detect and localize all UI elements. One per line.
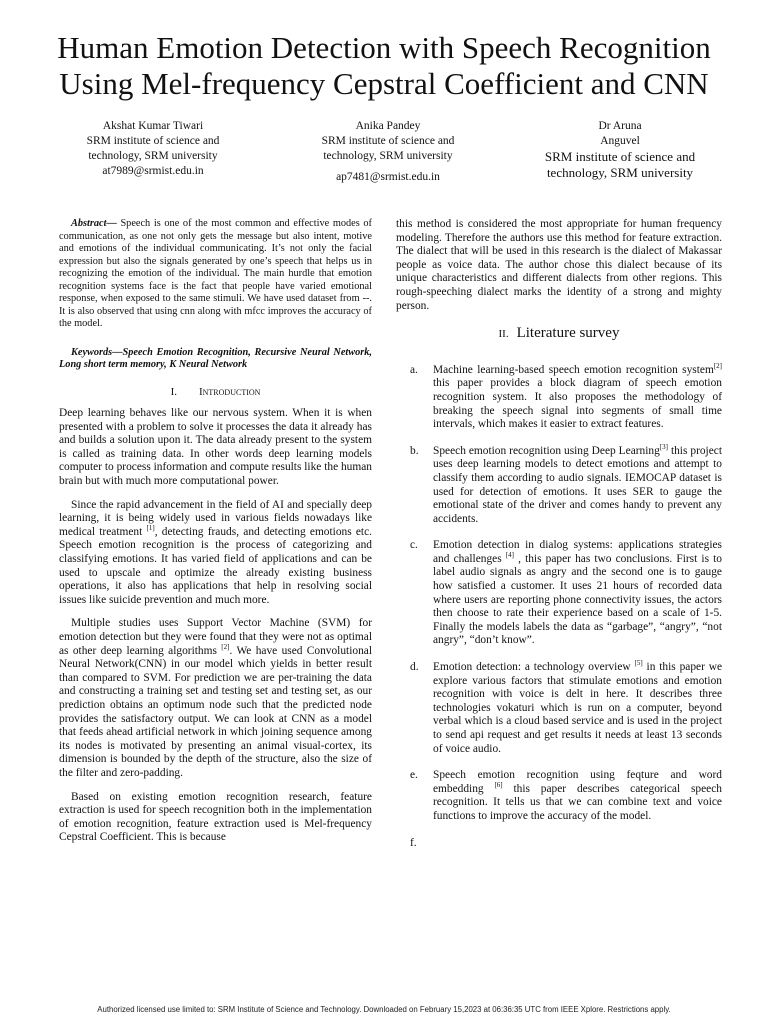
- abstract: [59, 218, 372, 331]
- citation[interactable]: [6]: [494, 780, 503, 789]
- title-line-1: Human Emotion Detection with Speech Recognition: [57, 30, 711, 65]
- author-name: Akshat Kumar Tiwari: [102, 120, 204, 132]
- citation[interactable]: [5]: [634, 659, 643, 668]
- author-affiliation: SRM institute of science and: [321, 135, 455, 147]
- license-footer: Authorized licensed use limited to: SRM Institute of Science and Technology. Downloaded on February 15,2023 at 06:36:35 UTC from IEEE Xplore. Restrictions apply.: [97, 1005, 671, 1014]
- intro-paragraph: Since the rapid advancement in the field of AI and specially deep learning, it is being widely used in various fields nowadays like medical treatment [1], detecting frauds, and detecting emotions etc. Speech emotion recognition is the process of categorizing and classifying emotions. It has varied field of applications and can be used to upscale and optimize the already existing business operations, it also has applications that help in resolving social issues like suicide prevention and much more.: [59, 498, 373, 606]
- author-block-1: [48, 119, 258, 179]
- author-block-2: [288, 119, 488, 185]
- body-paragraph: this method is considered the most appropriate for human frequency modeling. Therefore the authors use this method for feature extraction. The dialect that will be used in this research is the dialect of Makassar people as voice data. The author chose this dialect because of its unique characteristics and different dialects from other regions. This rough-speeching dialect marks the identity of a strong and mighty person.: [396, 218, 722, 312]
- author-affiliation: technology, SRM university: [323, 150, 453, 162]
- citation[interactable]: [2]: [713, 361, 722, 370]
- author-email[interactable]: ap7481@srmist.edu.in: [336, 171, 440, 183]
- intro-paragraph: Deep learning behaves like our nervous system. When it is when presented with a problem to solve it processes the data it already has and builds a solution upon it. The data already present to the system is called as training data. In other words deep learning models computer to process information and compute results like the human brain but with much more computational power.: [59, 407, 372, 488]
- author-affiliation: technology, SRM university: [88, 150, 218, 162]
- list-item: c. Emotion detection in dialog systems: applications strategies and challenges [4] , this paper has two conclusions. First is to label audio signals as angry and the second one is to gauge how satisfied a customer. It uses 21 hours of recorded data where users are reporting phone connectivity issues, the actors then choose to rate their experience based on a scale of 1-5. Finally the models labels the data as “garbage”, “angry”, “not angry”, “don’t know”.: [410, 539, 722, 647]
- author-affiliation: technology, SRM university: [546, 165, 694, 180]
- citation[interactable]: [2]: [221, 642, 230, 651]
- right-column: [396, 218, 722, 863]
- citation[interactable]: [4]: [505, 551, 514, 560]
- intro-paragraph: Based on existing emotion recognition research, feature extraction is used for speech recognition both in the implementation of emotion recognition, feature extraction used is Mel-frequency Cepstral Coefficient. This is because: [59, 790, 372, 844]
- paper-title: [0, 30, 768, 102]
- author-name: Dr Aruna: [598, 120, 642, 132]
- keywords: Keywords—Speech Emotion Recognition, Recursive Neural Network, Long short term memory, K Neural Network: [59, 346, 372, 370]
- title-line-2: Using Mel-frequency Cepstral Coefficient and CNN: [59, 66, 709, 101]
- author-name: Anika Pandey: [355, 120, 421, 132]
- citation[interactable]: [1]: [146, 524, 155, 533]
- left-column: [59, 218, 372, 855]
- author-block-3: [510, 119, 730, 181]
- list-item: b. Speech emotion recognition using Deep Learning[3] this project uses deep learning models to detect emotions and attempt to classify them according to audio signals. IEMOCAP dataset is used for detection of emotions. It uses SER to gauge the emotional state of the driver and comes handy to prevent any accidents.: [410, 442, 722, 525]
- abstract-text: Speech is one of the most common and effective modes of communication, as one not only gets the message but also intent, motive and emotions of the individual communicating. It’s not only the facial expression but also the signals generated by one’s speech that helps us in recognizing the emotion of the individual. The main hurdle that emotion recognition systems face is the fact that people have varied emotional response, when exposed to the same stimuli. We have used dataset from --. It is also observed that using cnn along with mfcc improves the accuracy of the model.: [59, 218, 372, 329]
- citation[interactable]: [3]: [659, 442, 668, 451]
- list-item: f.: [410, 836, 417, 849]
- abstract-label: Abstract—: [71, 218, 117, 229]
- author-affiliation: SRM institute of science and: [544, 149, 696, 164]
- literature-list: [396, 361, 722, 850]
- author-email[interactable]: at7989@srmist.edu.in: [102, 165, 204, 177]
- author-affiliation: SRM institute of science and: [86, 135, 220, 147]
- section-heading: II. Literature survey: [498, 325, 620, 342]
- list-item: a. Machine learning-based speech emotion recognition system[2] this paper provides a block diagram of speech emotion recognition system. It also proposes the methodology of breaking the speech signal into segments of small time intervals, which makes it easier to extract features.: [410, 361, 722, 431]
- author-name: Anguvel: [600, 135, 640, 147]
- intro-paragraph: Multiple studies uses Support Vector Machine (SVM) for emotion detection but they were found that they were not as optimal as other deep learning algorithms [2]. We have used Convolutional Neural Network(CNN) in our model which yields in better result than compared to SVM. For prediction we are per-training the data and constructing a training set and testing set and testing set, as our prediction obtains an optimum node such that the predicted node provides the satisfactory output. We can look at CNN as a model that feeds ahead artificial network in which joining sequence among its nodes is motivated by presenting an animal visual-cortex, its dimension is bounded by the depth of the structure, also the size of the filter and zero-padding.: [59, 617, 372, 779]
- list-item: d. Emotion detection: a technology overview [5] in this paper we explore various factors that stimulate emotions and emotion recognition with voice is delt in here. It describes three technologies vokaturi which is run on a computer, beyond verbal which is a cloud based service and is used in the project to send api request and get results it needs at least 13 seconds of voice audio.: [410, 659, 722, 755]
- list-item: e. Speech emotion recognition using feqture and word embedding [6] this paper describes categorical speech recognition. It tells us that we can combine text and voice functions to improve the accuracy of the model.: [410, 769, 722, 822]
- section-heading: I. Introduction: [170, 385, 261, 398]
